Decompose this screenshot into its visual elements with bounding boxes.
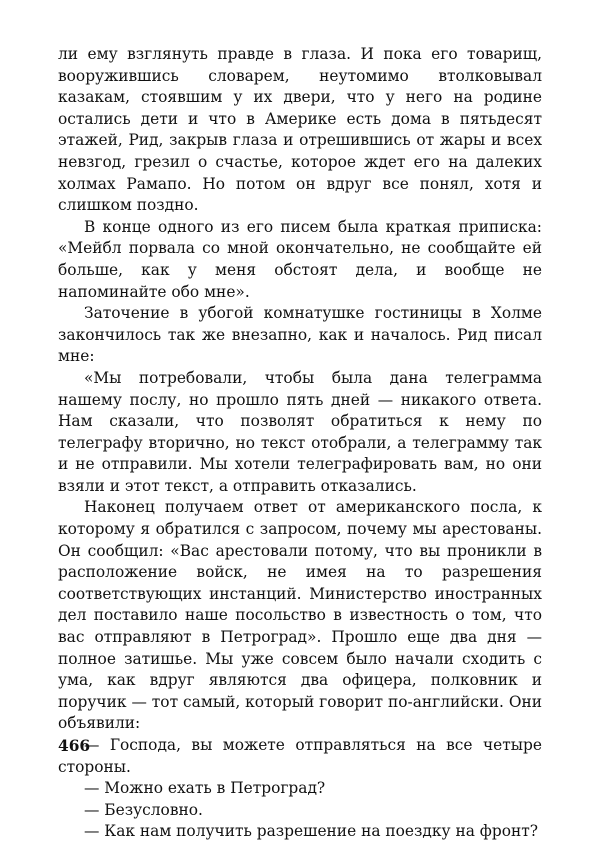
dialogue-line: — Господа, вы можете отправляться на все четыре стороны. bbox=[58, 736, 542, 776]
paragraph-continuation: ли ему взглянуть правде в глаза. И пока его товарищ, вооружившись словарем, неутомимо втолковывал казакам, стоявшим у их двери, что у него на родине остались дети и что в Америке есть дома в пятьдесят этажей, Рид, закрыв глаза и отрешившись от жары и всех невзгод, грезил о счастье, которое ждет его на далеких холмах Рамапо. Но потом он вдруг все понял, хотя и слишком поздно. bbox=[58, 45, 542, 215]
page-number: 466 bbox=[58, 737, 91, 755]
paragraph-postscript: В конце одного из его писем была краткая приписка: «Мейбл порвала со мной окончательно, не сообщайте ей больше, как у меня обстоят дела, и вообще не напоминайте обо мне». bbox=[58, 217, 542, 301]
dialogue-line: — Безусловно. bbox=[84, 800, 203, 819]
paragraph-confinement: Заточение в убогой комнатушке гостиницы в Холме закончилось так же внезапно, как и началось. Рид писал мне: bbox=[58, 304, 542, 366]
dialogue-line: — Можно ехать в Петроград? bbox=[84, 779, 326, 798]
dialogue-line: — Как нам получить разрешение на поездку на фронт? bbox=[84, 822, 538, 841]
page-body bbox=[58, 44, 542, 843]
paragraph-ambassador-reply: Наконец получаем ответ от американского посла, к которому я обратился с запросом, почему мы арестованы. Он сообщил: «Вас арестовали потому, что вы проникли в расположение войск, не имея на то разрешения соответствующих инстанций. Министерство иностранных дел поставило наше посольство в известность о том, что вас отправляют в Петроград». Прошло еще два дня — полное затишье. Мы уже совсем было начали сходить с ума, как вдруг являются два офицера, полковник и поручик — тот самый, который говорит по-английски. Они объявили: bbox=[58, 498, 542, 733]
paragraph-letter-quote: «Мы потребовали, чтобы была дана телеграмма нашему послу, но прошло пять дней — никакого ответа. Нам сказали, что позволят обратиться к нему по телеграфу вторично, но текст отобрали, а телеграмму так и не отправили. Мы хотели телеграфировать вам, но они взяли и этот текст, а отправить отказались. bbox=[58, 368, 542, 495]
